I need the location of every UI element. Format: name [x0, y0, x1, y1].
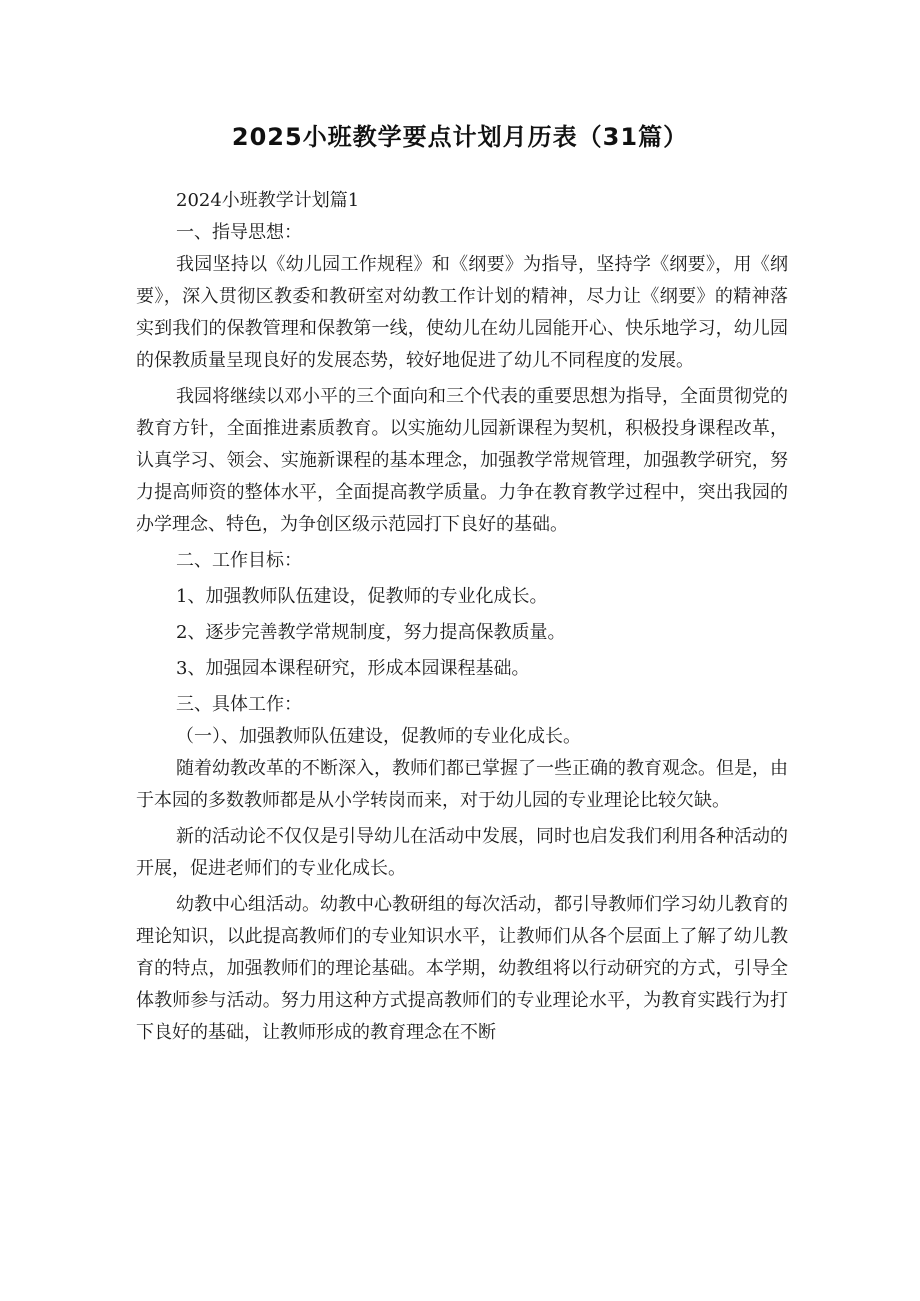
- subsection-heading: 二、工作目标：: [176, 550, 302, 571]
- list-item: 1、加强教师队伍建设，促教师的专业化成长。: [176, 586, 548, 607]
- paragraph: 随着幼教改革的不断深入，教师们都已掌握了一些正确的教育观念。但是，由于本园的多数教师都是从小学转岗而来，对于幼儿园的专业理论比较欠缺。: [136, 758, 788, 811]
- subsection-heading: 一、指导思想：: [176, 222, 302, 243]
- list-item: 2、逐步完善教学常规制度，努力提高保教质量。: [176, 622, 566, 643]
- paragraph: 幼教中心组活动。幼教中心教研组的每次活动，都引导教师们学习幼儿教育的理论知识，以此提高教师们的专业知识水平，让教师们从各个层面上了解了幼儿教育的特点，加强教师们的理论基础。本学期，幼教组将以行动研究的方式，引导全体教师参与活动。努力用这种方式提高教师们的专业理论水平，为教育实践行为打下良好的基础，让教师形成的教育理念在不断: [136, 894, 788, 1043]
- paragraph: 我园坚持以《幼儿园工作规程》和《纲要》为指导，坚持学《纲要》，用《纲要》，深入贯彻区教委和教研室对幼教工作计划的精神，尽力让《纲要》的精神落实到我们的保教管理和保教第一线，使幼儿在幼儿园能开心、快乐地学习，幼儿园的保教质量呈现良好的发展态势，较好地促进了幼儿不同程度的发展。: [136, 254, 788, 371]
- paragraph: 我园将继续以邓小平的三个面向和三个代表的重要思想为指导，全面贯彻党的教育方针，全面推进素质教育。以实施幼儿园新课程为契机，积极投身课程改革，认真学习、领会、实施新课程的基本理念，加强教学常规管理，加强教学研究，努力提高师资的整体水平，全面提高教学质量。力争在教育教学过程中，突出我园的办学理念、特色，为争创区级示范园打下良好的基础。: [136, 386, 788, 535]
- paragraph: 新的活动论不仅仅是引导幼儿在活动中发展，同时也启发我们利用各种活动的开展，促进老师们的专业化成长。: [136, 826, 788, 879]
- subsection-heading: （一）、加强教师队伍建设，促教师的专业化成长。: [176, 726, 581, 747]
- section-heading: 2024小班教学计划篇1: [176, 190, 360, 211]
- list-item: 3、加强园本课程研究，形成本园课程基础。: [176, 658, 530, 679]
- subsection-heading: 三、具体工作：: [176, 694, 302, 715]
- document-body: [136, 185, 788, 1049]
- document-title: 2025小班教学要点计划月历表（31篇）: [231, 123, 689, 151]
